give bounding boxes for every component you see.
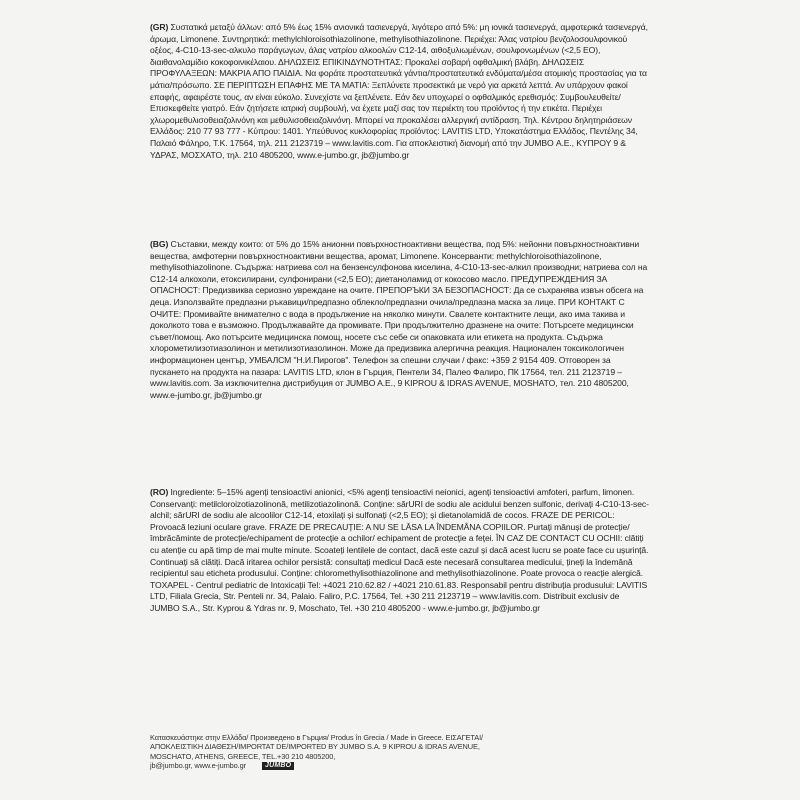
bulgarian-paragraph xyxy=(150,239,650,401)
romanian-text: Ingrediente: 5–15% agenți tensioactivi anionici, <5% agenți tensioactivi neionici, agenți tensioactivi amfoteri, parfum, limonen. Conservanți: metilcloroizotiazolinonă, metilizotiazolinonă. Conține: sărURI de sodiu ale acidului benzen sulfonic, derivați 4-C10-13-sec-alchil; sărURI de sodiu ale alcoolilor C12-14, etoxilați și sulfonați (<2,5 EO); și dietanolamidă de cocos. FRAZE DE PERICOL: Provoacă leziuni oculare grave. FRAZE DE PRECAUȚIE: A NU SE LĂSA LA ÎNDEMÂNA COPIILOR. Purtați mănuși de protecție/îmbrăcăminte de protecție/echipament de protecție a ochilor/ echipament de protecție a feței. ÎN CAZ DE CONTACT CU OCHII: clătiți cu atenție cu apă timp de mai multe minute. Scoateți lentilele de contact, dacă este cazul și dacă acest lucru se poate face cu ușurință. Continuați să clătiți. Dacă iritarea ochilor persistă: consultați medicul Dacă este necesară consultarea medicului, țineți la îndemână recipientul sau eticheta produsului. Conține: chloromethylisothiazolinone and methylisothiazolinone. Poate provoca o reacție alergică. TOXAPEL - Centrul pediatric de Intoxicații Tel: +4021 210.62.82 / +4021 210.61.83. Responsabil pentru distribuția produsului: LAVITIS LTD, Filiala Grecia, Str. Penteli nr. 34, Palaio. Faliro, P.C. 17564, Tel. +30 211 2123719 – www.lavitis.com. Distribuit exclusiv de JUMBO S.A., Str. Kyprou & Ydras nr. 9, Moschato, Tel. +30 210 4805200 - www.e-jumbo.gr, jb@jumbo.gr xyxy=(150,487,649,613)
romanian-paragraph xyxy=(150,487,650,615)
bulgarian-section xyxy=(150,239,650,401)
greek-text: Συστατικά μεταξύ άλλων: από 5% έως 15% ανιονικά τασιενεργά, λιγότερο από 5%: μη ιονικά τασιενεργά, αμφοτερικά τασιενεργά, άρωμα, Limonene. Συντηρητικά: methylchloroisothiazolinone, methylisothiazolinone. Περιέχει: Άλας νατρίου βενζολοσουλφονικού οξέος, 4-C10-13-sec-αλκυλο παράγωγων, άλας νατρίου αλκοολών C12-14, αιθοξυλιωμένων, σουλφονωμένων (<2,5 EO), διαιθανολαμίδιο κοκοφοινικέλαιου. ΔΗΛΩΣΕΙΣ ΕΠΙΚΙΝΔΥΝΟΤΗΤΑΣ: Προκαλεί σοβαρή οφθαλμική βλάβη. ΔΗΛΩΣΕΙΣ ΠΡΟΦΥΛΑΞΕΩΝ: ΜΑΚΡΙΑ ΑΠΟ ΠΑΙΔΙΑ. Να φοράτε προστατευτικά γάντια/προστατευτικά ενδύματα/μέσα ατομικής προστασίας για τα μάτια/πρόσωπο. ΣΕ ΠΕΡΙΠΤΩΣΗ ΕΠΑΦΗΣ ΜΕ ΤΑ ΜΑΤΙΑ: Ξεπλύνετε προσεκτικά με νερό για αρκετά λεπτά. Αν υπάρχουν φακοί επαφής, αφαιρέστε τους, αν είναι εύκολο. Συνεχίστε να ξεπλένετε. Εάν δεν υποχωρεί ο οφθαλμικός ερεθισμός: Συμβουλευθείτε/Επισκεφθείτε γιατρό. Εάν ζητήσετε ιατρική συμβουλή, να έχετε μαζί σας τον περιέκτη του προϊόντος ή την ετικέτα. Περιέχει χλωρομεθυλισοθειαζολινόνη και μεθυλισοθειαζολινόνη. Μπορεί να προκαλέσει αλλεργική αντίδραση. Τηλ. Κέντρου δηλητηριάσεων Ελλάδος: 210 77 93 777 - Κύπρου: 1401. Υπεύθυνος κυκλοφορίας προϊόντος: LAVITIS LTD, Υποκατάστημα Ελλάδος, Πεντέλης 34, Παλαιό Φάληρο, Τ.Κ. 17564, τηλ. 211 2123719 – www.lavitis.com. Για αποκλειστική διανομή από την JUMBO Α.Ε., ΚΥΠΡΟΥ 9 & ΥΔΡΑΣ, ΜΟΣΧΑΤΟ, τηλ. 210 4805200, www.e-jumbo.gr, jb@jumbo.gr xyxy=(150,22,648,160)
greek-section xyxy=(150,22,650,161)
manufacturer-footer xyxy=(150,733,650,771)
footer-contact-text: jb@jumbo.gr, www.e-jumbo.gr xyxy=(150,761,246,771)
romanian-language-tag: (RO) xyxy=(150,487,169,497)
bulgarian-language-tag: (BG) xyxy=(150,239,169,249)
footer-line-origin: Κατασκευάστηκε στην Ελλάδα/ Произведено в Гърция/ Produs în Grecia / Made in Greece. ΕΙΣΑΓΕΤΑΙ/ xyxy=(150,733,483,742)
jumbo-logo: JUMBO xyxy=(262,762,294,770)
romanian-section xyxy=(150,487,650,615)
greek-paragraph xyxy=(150,22,650,161)
greek-language-tag: (GR) xyxy=(150,22,169,32)
bulgarian-text: Съставки, между които: от 5% до 15% анионни повърхностноактивни вещества, под 5%: нейонни повърхностноактивни вещества, амфотерни повърхностноактивни вещества, аромат, Limonene. Консерванти: methylchloroisothiazolinone, methylisothiazolinone. Съдържа: натриева сол на бензенсулфонова киселина, 4-C10-13-sec-алкил производни; натриева сол на C12-14 алкохоли, етоксилирани, сулфонирани (<2,5 EO); диетаноламид от кокосово масло. ПРЕДУПРЕЖДЕНИЯ ЗА ОПАСНОСТ: Предизвиква сериозно увреждане на очите. ПРЕПОРЪКИ ЗА БЕЗОПАСНОСТ: Да се съхранява извън обсега на деца. Използвайте предпазни ръкавици/предпазно облекло/предпазни очила/предпазна маска за лице. ПРИ КОНТАКТ С ОЧИТЕ: Промивайте внимателно с вода в продължение на няколко минути. Свалете контактните лещи, ако има такива и доколкото това е възможно. Продължавайте да промивате. При продължително дразнене на очите: Потърсете медицински съвет/помощ. Ако потърсите медицинска помощ, носете със себе си опаковката или етикета на продукта. Съдържа хлорометилизотиазолинон и метилизотиазолинон. Може да предизвика алергична реакция. Национален токсикологичен информационен център, УМБАЛСМ "Н.И.Пирогов". Телефон за спешни случаи / факс: +359 2 9154 409. Отговорен за пускането на продукта на пазара: LAVITIS LTD, клон в Гърция, Пентели 34, Палео Фалиро, ПК 17564, тел. 211 2123719 – www.lavitis.com. За изключителна дистрибуция от JUMBO A.E., 9 KIPROU & IDRAS AVENUE, MOSHATO, тел. 210 4805200, www.e-jumbo.gr, jb@jumbo.gr xyxy=(150,239,648,400)
footer-line-importer: ΑΠΟΚΛΕΙΣΤΙΚΗ ΔΙΑΘΕΣΗ/IMPORTAT DE/IMPORTED BY JUMBO S.A. 9 KIPROU & IDRAS AVENUE, xyxy=(150,742,480,752)
footer-line-contact xyxy=(150,761,650,770)
footer-line-address: MOSCHATO, ATHENS, GREECE, TEL.+30 210 4805200, xyxy=(150,751,336,761)
